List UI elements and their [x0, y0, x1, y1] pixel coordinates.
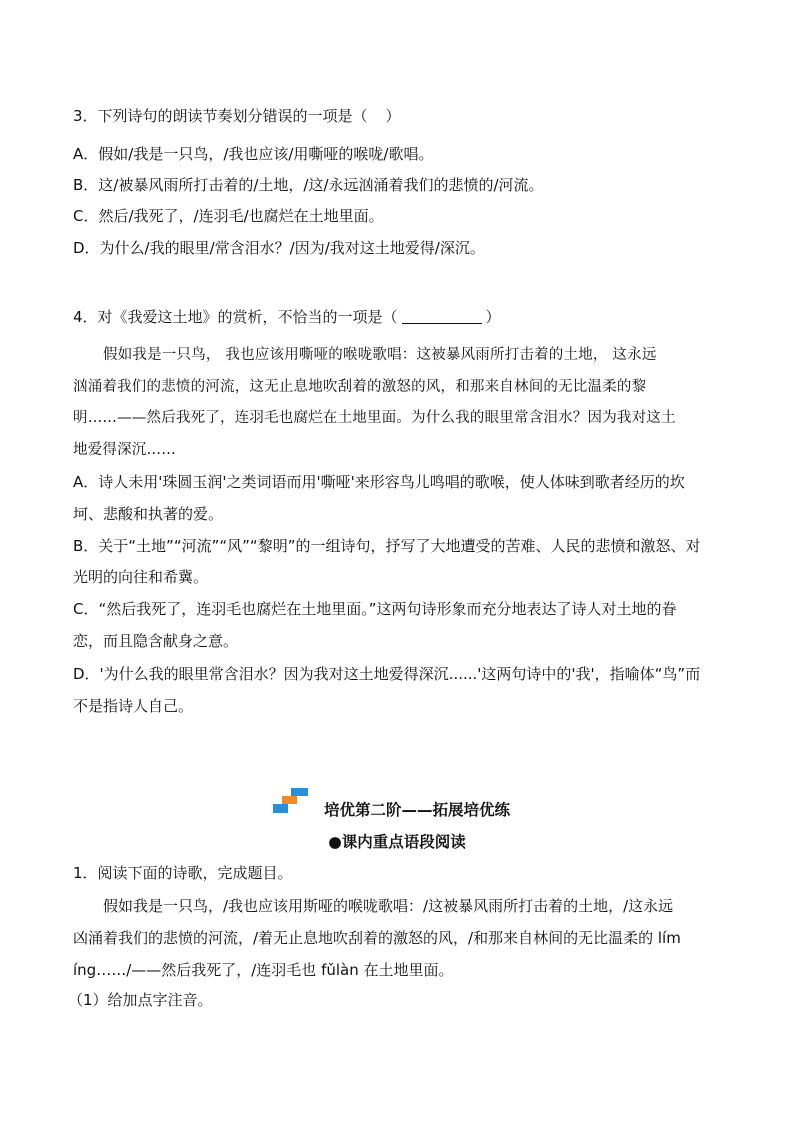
- q4-poem-line: 明……——然后我死了，连羽毛也腐烂在土地里面。为什么我的眼里常含泪水？因为我对这土: [73, 410, 676, 426]
- q4-poem-line: 假如我是一只鸟， 我也应该用嘶哑的喉咙歌唱：这被暴风雨所打击着的土地， 这永远: [103, 347, 657, 363]
- q4-option-a-cont: 坷、悲酸和执著的爱。: [73, 505, 224, 523]
- q3-option-d: D．为什么/我的眼里/常含泪水？/因为/我对这土地爱得/深沉。: [73, 239, 485, 257]
- q4-poem-line: 汹涌着我们的悲愤的河流，这无止息地吹刮着的激怒的风，和那来自林间的无比温柔的黎: [73, 379, 647, 395]
- q3-stem: [73, 106, 401, 126]
- q3-stem-text: 3．下列诗句的朗读节奏划分错误的一项是（: [73, 107, 368, 125]
- reading-poem-line: 凶涌着我们的悲愤的河流，/着无止息地吹刮着的激怒的风，/和那来自林间的无比温柔的 lím: [73, 929, 681, 947]
- reading-poem-line: 假如我是一只鸟，/我也应该用斯哑的喉咙歌唱：/这被暴风雨所打击着的土地，/这永远: [103, 897, 674, 915]
- q4-stem-text: 4．对《我爱这土地》的赏析，不恰当的一项是（: [73, 308, 398, 326]
- q4-poem-line: 地爱得深沉……: [73, 442, 176, 458]
- reading-poem-line: íng……/——然后我死了，/连羽毛也 fǔlàn 在土地里面。: [73, 961, 454, 979]
- reading-subquestion-1: （1）给加点字注音。: [68, 991, 213, 1009]
- q4-option-c-cont: 恋，而且隐含献身之意。: [73, 632, 239, 650]
- q3-option-a: A．假如/我是一只鸟，/我也应该/用嘶哑的喉咙/歌唱。: [73, 145, 434, 163]
- q4-option-a: A．诗人未用'珠圆玉润'之类词语而用'嘶哑'来形容鸟儿鸣唱的歌喉，使人体味到歌者经历的坎: [73, 473, 685, 491]
- q3-option-b: B．这/被暴风雨所打击着的/土地，/这/永远汹涌着我们的悲愤的/河流。: [73, 176, 544, 194]
- q4-option-d: D．'为什么我的眼里常含泪水？因为我对这土地爱得深沉......'这两句诗中的'我'，指喻体“鸟”而: [73, 665, 701, 683]
- section-subtitle: ●课内重点语段阅读: [328, 833, 466, 851]
- q4-stem: [73, 307, 501, 327]
- q4-stem-end: ）: [485, 308, 501, 326]
- q4-option-b-cont: 光明的向往和希冀。: [73, 568, 209, 586]
- q3-option-c: C．然后/我死了，/连羽毛/也腐烂在土地里面。: [73, 207, 384, 225]
- q4-option-c: C．“然后我死了，连羽毛也腐烂在土地里面。”这两句诗形象而充分地表达了诗人对土地的眷: [73, 600, 677, 618]
- q4-option-b: B．关于“土地”“河流”“风”“黎明”的一组诗句，抒写了大地遭受的苦难、人民的悲愤和激怒、对: [73, 537, 701, 555]
- q3-stem-end: ）: [385, 107, 401, 125]
- q4-option-d-cont: 不是指诗人自己。: [73, 697, 194, 715]
- section-title: 培优第二阶——拓展培优练: [323, 801, 510, 819]
- reading-intro: 1．阅读下面的诗歌，完成题目。: [73, 864, 293, 882]
